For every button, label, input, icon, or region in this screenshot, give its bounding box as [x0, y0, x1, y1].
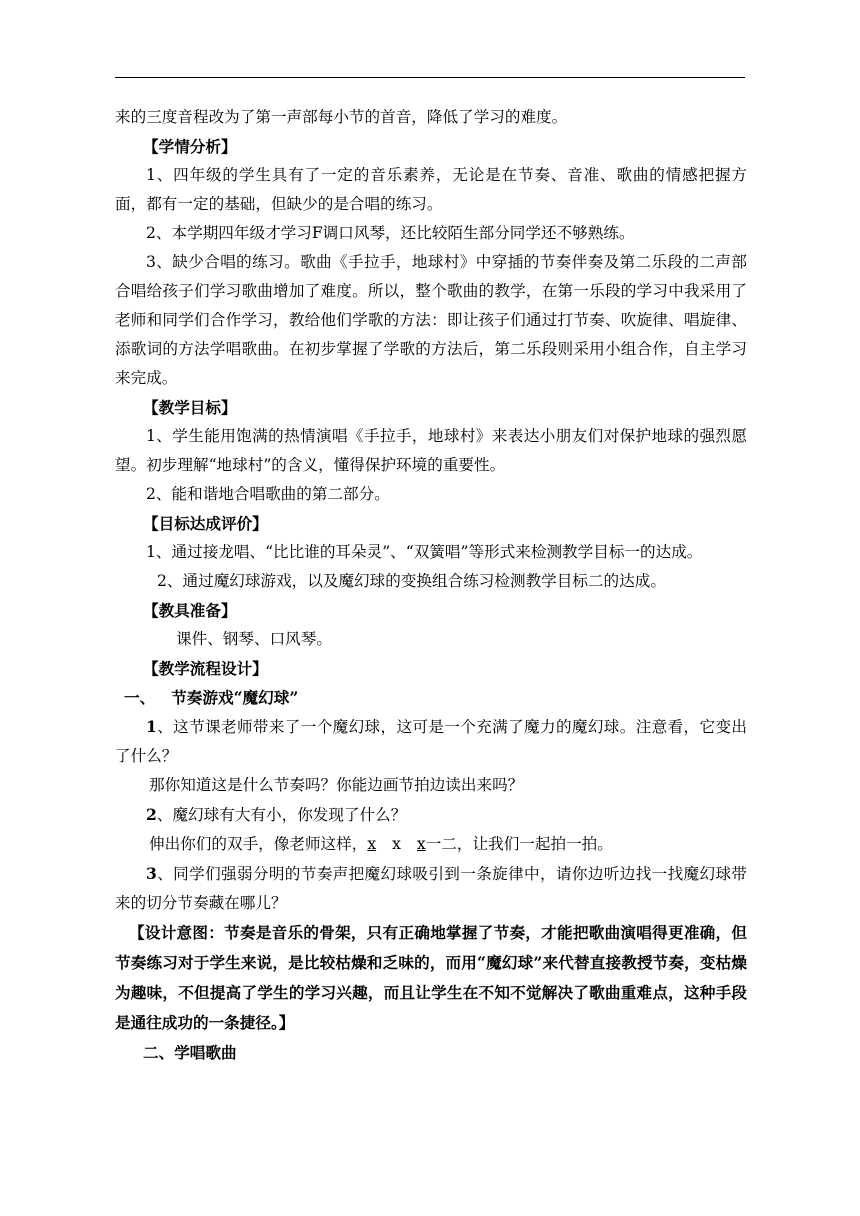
- heading-teaching-flow: 【教学流程设计】: [143, 659, 268, 678]
- design-intent-note: 【设计意图：节奏是音乐的骨架，只有正确地掌握了节奏，才能把歌曲演唱得更准确，但节奏练习对于学生来说，是比较枯燥和乏味的，而用“魔幻球”来代替直接教授节奏，变枯燥为趣味，不但提高了学生的学习兴趣，而且让学生在不知不觉解决了歌曲重难点，这种手段是通往成功的一条捷径。】: [115, 923, 747, 1032]
- goal-item-1: 1、学生能用饱满的热情演唱《手拉手，地球村》来表达小朋友们对保护地球的强烈愿望。初步理解“地球村”的含义，懂得保护环境的重要性。: [115, 427, 747, 474]
- clap-instruction-end: 一二，让我们一起拍一拍。: [425, 835, 613, 853]
- step-3-text: 、同学们强弱分明的节奏声把魔幻球吸引到一条旋律中，请你边听边找一找魔幻球带来的切分节奏藏在哪儿？: [115, 865, 747, 912]
- heading-teaching-tools: 【教具准备】: [143, 601, 237, 620]
- step-2-followup: [115, 830, 747, 859]
- learning-item-2: 2、本学期四年级才学习F调口风琴，还比较陌生部分同学还不够熟练。: [146, 224, 635, 242]
- clap-instruction: 伸出你们的双手，像老师这样，: [149, 835, 368, 853]
- section-1-number: 一、: [124, 688, 156, 707]
- document-body: [115, 103, 747, 1067]
- evaluation-item-1: 1、通过接龙唱、“比比谁的耳朵灵”、“双簧唱”等形式来检测教学目标一的达成。: [146, 543, 703, 561]
- step-2-text: 、魔幻球有大有小，你发现了什么？: [156, 806, 407, 824]
- goal-item-2: 2、能和谐地合唱歌曲的第二部分。: [146, 485, 390, 503]
- rhythm-x-2: x: [392, 835, 401, 853]
- section-1-title: 节奏游戏“魔幻球”: [171, 688, 299, 707]
- step-1-followup: 那你知道这是什么节奏吗？你能边画节拍边读出来吗？: [149, 776, 524, 794]
- paragraph-intro-tail: 来的三度音程改为了第一声部每小节的首音，降低了学习的难度。: [115, 108, 568, 126]
- section-1-heading: [115, 683, 747, 712]
- heading-learning-analysis: 【学情分析】: [143, 137, 237, 156]
- teaching-tools-list: 课件、钢琴、口风琴。: [176, 630, 332, 648]
- step-1-text: 、这节课老师带来了一个魔幻球，这可是一个充满了魔力的魔幻球。注意看，它变出了什么？: [115, 718, 747, 765]
- step-2: [115, 800, 747, 830]
- heading-goal-evaluation: 【目标达成评价】: [143, 514, 268, 533]
- heading-teaching-goals: 【教学目标】: [143, 398, 237, 417]
- header-rule: [115, 77, 745, 78]
- step-1: [115, 712, 747, 771]
- learning-item-1: 1、四年级的学生具有了一定的音乐素养，无论是在节奏、音准、歌曲的情感把握方面，都有一定的基础，但缺少的是合唱的练习。: [115, 166, 747, 213]
- step-3-number: 3: [146, 864, 157, 883]
- step-3: [115, 859, 747, 918]
- rhythm-x-1: x: [367, 835, 377, 853]
- step-1-number: 1: [146, 717, 157, 736]
- learning-item-3: 3、缺少合唱的练习。歌曲《手拉手，地球村》中穿插的节奏伴奏及第二乐段的二声部合唱给孩子们学习歌曲增加了难度。所以，整个歌曲的教学，在第一乐段的学习中我采用了老师和同学们合作学习，教给他们学歌的方法：即让孩子们通过打节奏、吹旋律、唱旋律、添歌词的方法学唱歌曲。在初步掌握了学歌的方法后，第二乐段则采用小组合作，自主学习来完成。: [115, 253, 747, 387]
- evaluation-item-2: 2、通过魔幻球游戏，以及魔幻球的变换组合练习检测教学目标二的达成。: [157, 572, 666, 590]
- section-2-heading: 二、学唱歌曲: [143, 1043, 237, 1062]
- rhythm-x-3: x: [416, 835, 426, 853]
- step-2-number: 2: [146, 805, 157, 824]
